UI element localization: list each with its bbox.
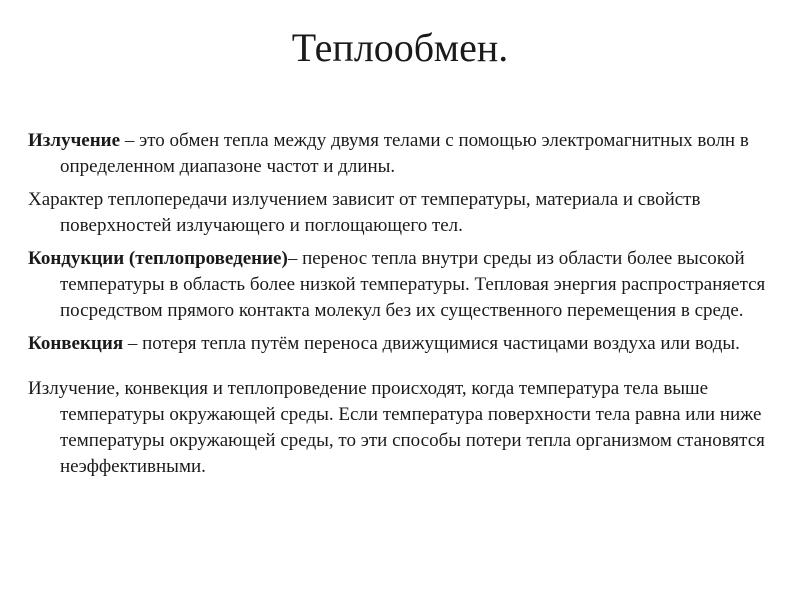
term-conduction: Кондукции (теплопроведение): [28, 248, 288, 269]
term-radiation: Излучение: [28, 130, 121, 151]
text-radiation-character: Характер теплопередачи излучением зависит от температуры, материала и свойств поверхностей излучающего и поглощающего тел.: [28, 189, 701, 236]
text-conduction: – перенос тепла внутри среды из области более высокой температуры в область более низкой температуры. Тепловая энергия распространяется посредством прямого контакта молекул без их существенного перемещения в среде.: [60, 248, 766, 321]
paragraph-summary: [28, 376, 780, 480]
term-convection: Конвекция: [28, 333, 124, 354]
paragraph-radiation-character: [28, 187, 780, 239]
text-summary: Излучение, конвекция и теплопроведение происходят, когда температура тела выше температуры окружающей среды. Если температура поверхности тела равна или ниже температуры окружающей среды, то эти способы потери тепла организмом становятся неэффективными.: [28, 378, 765, 477]
paragraph-convection: [28, 331, 780, 357]
text-convection: – потеря тепла путём переноса движущимися частицами воздуха или воды.: [123, 333, 740, 354]
text-radiation: – это обмен тепла между двумя телами с помощью электромагнитных волн в определенном диапазоне частот и длины.: [60, 130, 749, 177]
paragraph-conduction: [28, 246, 780, 324]
slide-title: Теплообмен.: [291, 25, 509, 70]
slide-body: [28, 128, 780, 487]
paragraph-radiation: [28, 128, 780, 180]
